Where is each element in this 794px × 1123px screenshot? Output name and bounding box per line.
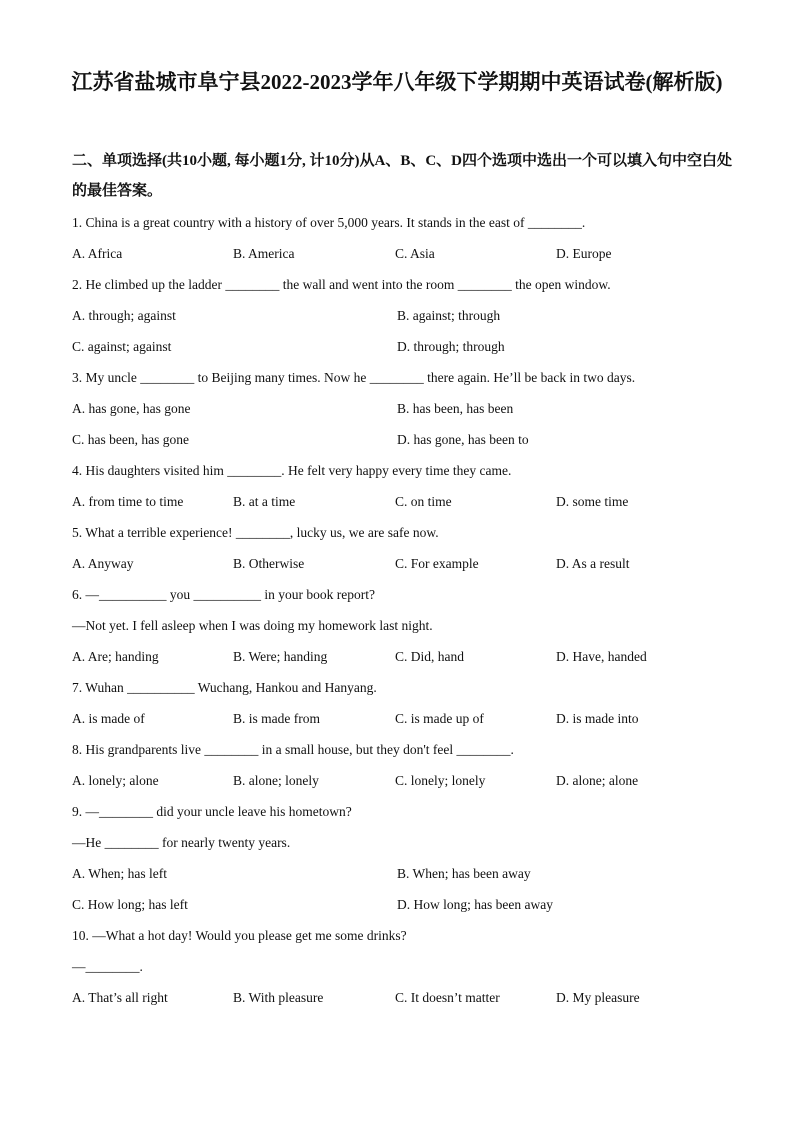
option-a: A. has gone, has gone xyxy=(72,401,191,416)
option-a: A. is made of xyxy=(72,711,145,726)
option-a: A. That’s all right xyxy=(72,990,168,1005)
option-c: C. Asia xyxy=(395,246,435,261)
option-b: B. has been, has been xyxy=(397,401,514,416)
option-a: A. When; has left xyxy=(72,866,167,881)
option-d: D. through; through xyxy=(397,339,505,354)
option-b: B. America xyxy=(233,246,295,261)
option-b: B. at a time xyxy=(233,494,296,509)
option-c: C. It doesn’t matter xyxy=(395,990,500,1005)
option-b: B. Otherwise xyxy=(233,556,305,571)
option-c: C. For example xyxy=(395,556,479,571)
option-d: D. some time xyxy=(556,494,629,509)
page-title: 江苏省盐城市阜宁县2022-2023学年八年级下学期期中英语试卷(解析版) xyxy=(71,70,723,94)
option-b: B. With pleasure xyxy=(233,990,324,1005)
option-a: A. from time to time xyxy=(72,494,184,509)
option-d: D. Europe xyxy=(556,246,612,261)
options-row xyxy=(72,486,732,517)
options-row xyxy=(72,765,732,796)
option-a: A. Africa xyxy=(72,246,123,261)
option-b: B. against; through xyxy=(397,308,501,323)
option-c: C. on time xyxy=(395,494,452,509)
option-b: B. alone; lonely xyxy=(233,773,319,788)
option-b: B. When; has been away xyxy=(397,866,531,881)
question-stem: 8. His grandparents live ________ in a small house, but they don't feel ________. xyxy=(72,742,514,757)
question-stem: 7. Wuhan __________ Wuchang, Hankou and Hanyang. xyxy=(72,680,377,695)
question-stem: —________. xyxy=(72,959,143,974)
option-b: B. Were; handing xyxy=(233,649,328,664)
options-row xyxy=(72,424,732,455)
option-c: C. is made up of xyxy=(395,711,484,726)
option-d: D. alone; alone xyxy=(556,773,639,788)
option-d: D. is made into xyxy=(556,711,639,726)
option-c: C. How long; has left xyxy=(72,897,188,912)
question-stem: 6. —__________ you __________ in your book report? xyxy=(72,587,375,602)
options-row xyxy=(72,331,732,362)
section-heading: 二、单项选择(共10小题, 每小题1分, 计10分)从A、B、C、D四个选项中选出一个可以填入句中空白处的最佳答案。 xyxy=(72,153,732,199)
option-c: C. against; against xyxy=(72,339,172,354)
options-row xyxy=(72,641,732,672)
question-stem: 3. My uncle ________ to Beijing many times. Now he ________ there again. He’ll be back in two days. xyxy=(72,370,636,385)
question-stem: 5. What a terrible experience! ________, lucky us, we are safe now. xyxy=(72,525,439,540)
options-row xyxy=(72,858,732,889)
question-list xyxy=(72,207,732,1013)
options-row xyxy=(72,300,732,331)
option-c: C. has been, has gone xyxy=(72,432,189,447)
option-d: D. Have, handed xyxy=(556,649,647,664)
option-a: A. Anyway xyxy=(72,556,134,571)
option-a: A. through; against xyxy=(72,308,176,323)
question-stem: —Not yet. I fell asleep when I was doing my homework last night. xyxy=(72,618,433,633)
option-d: D. has gone, has been to xyxy=(397,432,529,447)
options-row xyxy=(72,982,732,1013)
option-c: C. lonely; lonely xyxy=(395,773,486,788)
options-row xyxy=(72,889,732,920)
option-d: D. How long; has been away xyxy=(397,897,553,912)
options-row xyxy=(72,393,732,424)
question-stem: 2. He climbed up the ladder ________ the wall and went into the room ________ the open window. xyxy=(72,277,611,292)
question-stem: 9. —________ did your uncle leave his hometown? xyxy=(72,804,352,819)
options-row xyxy=(72,548,732,579)
option-a: A. Are; handing xyxy=(72,649,159,664)
option-a: A. lonely; alone xyxy=(72,773,159,788)
options-row xyxy=(72,703,732,734)
option-c: C. Did, hand xyxy=(395,649,464,664)
question-stem: 1. China is a great country with a history of over 5,000 years. It stands in the east of ________. xyxy=(72,215,586,230)
question-stem: —He ________ for nearly twenty years. xyxy=(72,835,291,850)
question-stem: 4. His daughters visited him ________. He felt very happy every time they came. xyxy=(72,463,512,478)
question-stem: 10. —What a hot day! Would you please get me some drinks? xyxy=(72,928,407,943)
option-d: D. My pleasure xyxy=(556,990,640,1005)
option-d: D. As a result xyxy=(556,556,630,571)
options-row xyxy=(72,238,732,269)
option-b: B. is made from xyxy=(233,711,320,726)
